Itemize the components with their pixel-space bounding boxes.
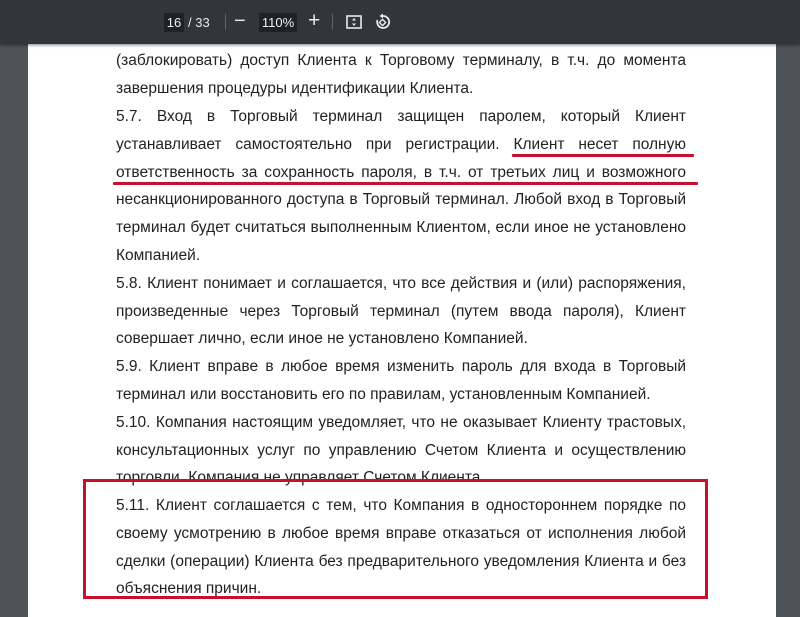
text-line: 5.8. Клиент понимает и соглашается, что все действия и (или) распоряжения,	[116, 275, 686, 292]
text-line: 5.10. Компания настоящим уведомляет, что не оказывает Клиенту трастовых,	[116, 414, 686, 431]
text-line: сделки (операции) Клиента без предварительного уведомления Клиента и без	[116, 553, 686, 570]
text-line: торговли. Компания не управляет Счетом Клиента.	[116, 469, 485, 486]
zoom-out-button[interactable]: −	[234, 10, 246, 32]
pdf-toolbar	[0, 0, 800, 44]
text-line: терминал будет считаться выполненным Клиентом, если иное не установлено	[116, 219, 686, 236]
page-total: / 33	[188, 15, 210, 30]
text-line: (заблокировать) доступ Клиента к Торговому терминалу, в т.ч. до момента	[116, 52, 686, 69]
text-line: 5.9. Клиент вправе в любое время изменить пароль для входа в Торговый	[116, 358, 686, 375]
text-line: ответственность за сохранность пароля, в т.ч. от третьих лиц и возможного	[116, 164, 686, 181]
toolbar-divider	[332, 14, 333, 30]
text-line: консультационных услуг по управлению Счетом Клиента и осуществлению	[116, 442, 686, 459]
rotate-icon[interactable]	[374, 13, 392, 31]
page-number-input[interactable]: 16	[164, 13, 184, 32]
red-underline	[113, 182, 698, 185]
text-line: завершения процедуры идентификации Клиента.	[116, 80, 474, 97]
text-line: терминал или восстановить его по правилам, установленным Компанией.	[116, 386, 651, 403]
red-underline	[512, 154, 694, 157]
toolbar-divider	[225, 14, 226, 30]
zoom-level-input[interactable]: 110%	[259, 13, 297, 32]
text-line: несанкционированного доступа в Торговый терминал. Любой вход в Торговый	[116, 191, 686, 208]
text-line: 5.11. Клиент соглашается с тем, что Компания в одностороннем порядке по	[116, 497, 686, 514]
text-line: совершает лично, если иное не установлено Компанией.	[116, 330, 528, 347]
text-line: устанавливает самостоятельно при регистрации. Клиент несет полную	[116, 136, 686, 153]
text-line: 5.7. Вход в Торговый терминал защищен паролем, который Клиент	[116, 108, 686, 125]
text-line: произведенные через Торговый терминал (путем ввода пароля), Клиент	[116, 303, 686, 320]
text-line: Компанией.	[116, 247, 201, 264]
text-line: своему усмотрению в любое время вправе отказаться от исполнения любой	[116, 525, 686, 542]
highlight-box-clause-5-11	[83, 479, 708, 599]
text-line: объяснения причин.	[116, 580, 262, 597]
zoom-in-button[interactable]: +	[308, 9, 321, 32]
fit-to-page-icon[interactable]	[346, 15, 362, 29]
